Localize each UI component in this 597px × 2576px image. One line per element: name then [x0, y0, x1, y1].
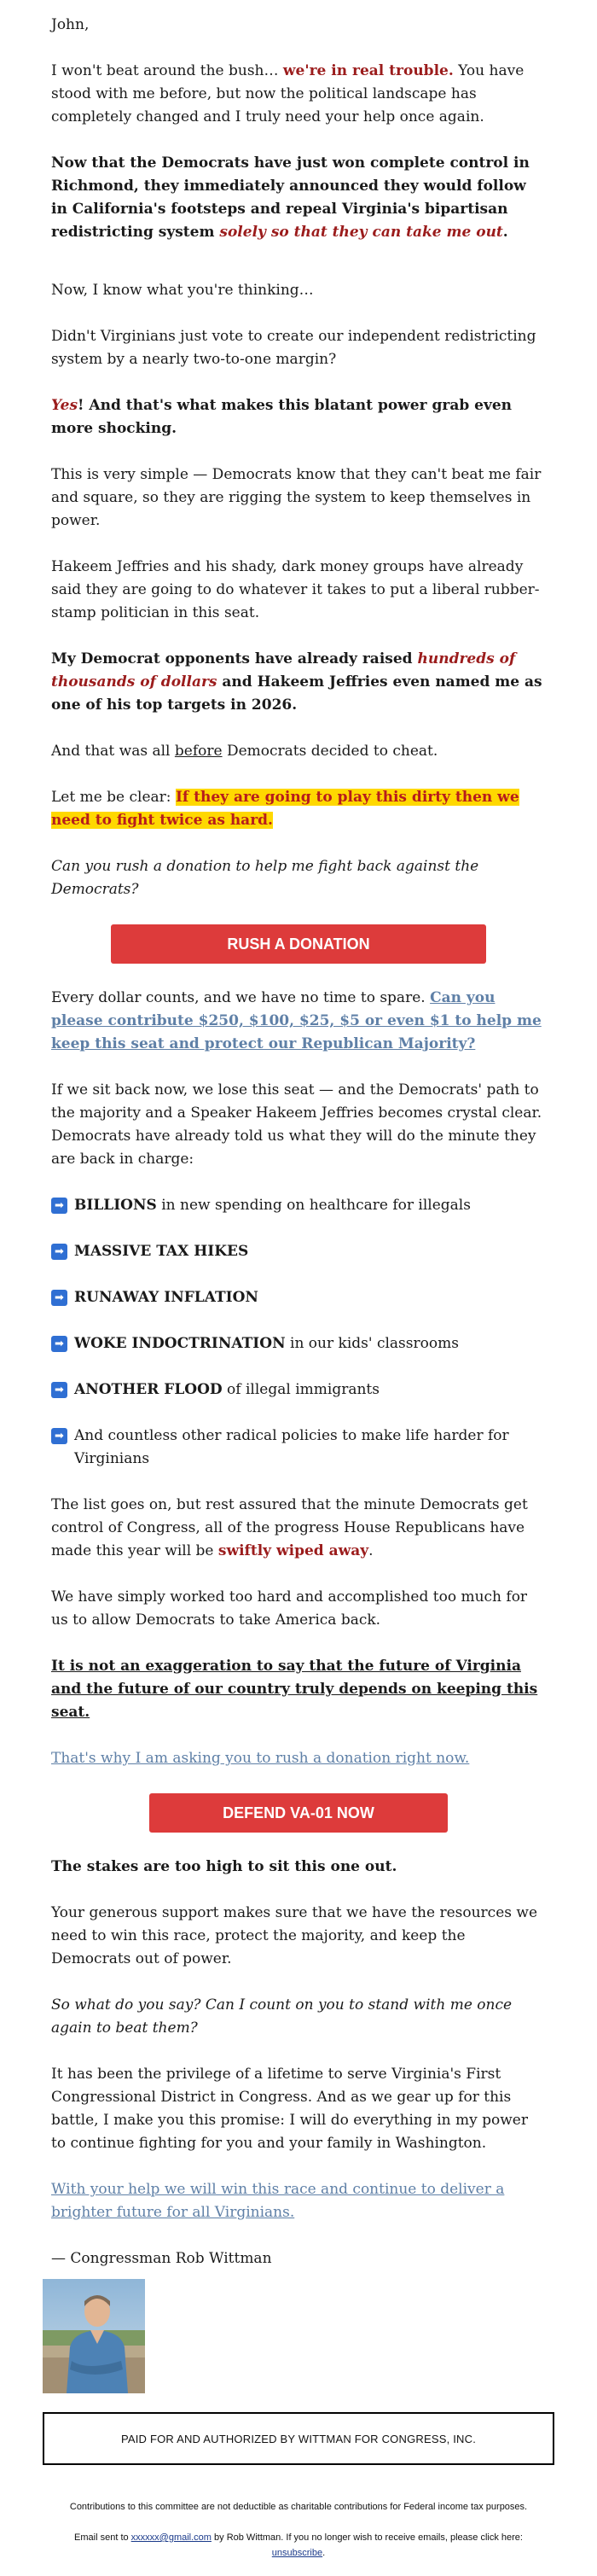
text: You have stood with me before, but now the political landscape has completely changed and I truly need your help once again.	[51, 62, 525, 125]
arrow-right-icon: ➡	[51, 1244, 67, 1260]
emphasis-amount: hundreds of thousands of dollars	[51, 650, 516, 691]
paragraph-intro	[51, 60, 546, 129]
bullet-bold: WOKE INDOCTRINATION	[74, 1335, 286, 1352]
unsubscribe-link[interactable]: unsubscribe	[271, 2548, 323, 2558]
paragraph-stakes: The stakes are too high to sit this one out.	[51, 1858, 397, 1875]
text: The list goes on, but rest assured that the minute Democrats get control of Congress, all of the progress House Republicans have made this year will be	[51, 1496, 528, 1559]
button-row-2	[51, 1793, 546, 1833]
arrow-right-icon: ➡	[51, 1336, 67, 1352]
list-item	[51, 1378, 546, 1402]
text: And that was all	[51, 743, 175, 760]
paragraph-ask: Can you rush a donation to help me fight back against the Democrats?	[51, 858, 479, 898]
paragraph-list-goes-on	[51, 1494, 546, 1563]
paragraph-every-dollar	[51, 987, 546, 1056]
emphasis-trouble: we're in real trouble.	[282, 62, 454, 79]
paragraph-count-on-you: So what do you say? Can I count on you to stand with me once again to beat them?	[51, 1996, 513, 2037]
text: Let me be clear:	[51, 789, 176, 806]
emphasis-take-me-out: solely so that they can take me out	[219, 224, 503, 241]
paragraph-sit-back: If we sit back now, we lose this seat — and the Democrats' path to the majority and a Speaker Hakeem Jeffries becomes crystal clear. Democrats have already told us what they will do the minute they are back in charge:	[51, 1081, 542, 1168]
paragraph-future: It is not an exaggeration to say that the future of Virginia and the future of our country truly depends on keeping this seat.	[51, 1658, 538, 1721]
text: Now that the Democrats have just won complete control in Richmond, they immediately announced they would follow in California's footsteps and repeal Virginia's bipartisan redistricting system	[51, 154, 530, 241]
text: Every dollar counts, and we have no time to spare.	[51, 989, 431, 1006]
list-item	[51, 1286, 546, 1309]
defend-va01-button[interactable]: DEFEND VA-01 NOW	[149, 1793, 448, 1833]
bullet-bold: MASSIVE TAX HIKES	[74, 1243, 249, 1260]
text: by Rob Wittman. If you no longer wish to receive emails, please click here:	[211, 2532, 523, 2543]
highlight-fight: If they are going to play this dirty then we need to fight twice as hard.	[51, 789, 519, 829]
bullet-bold: RUNAWAY INFLATION	[74, 1289, 258, 1306]
salutation: John,	[51, 16, 90, 33]
list-item	[51, 1194, 546, 1217]
text: .	[368, 1542, 374, 1559]
arrow-right-icon: ➡	[51, 1382, 67, 1398]
bullet-text: of illegal immigrants	[222, 1381, 380, 1398]
paragraph-support: Your generous support makes sure that we have the resources we need to win this race, protect the majority, and keep the Democrats out of power.	[51, 1904, 537, 1967]
contribute-link[interactable]: Can you please contribute $250, $100, $25, $5 or even $1 to help me keep this seat and protect our Republican Majority?	[51, 989, 542, 1052]
paragraph-thinking: Now, I know what you're thinking…	[51, 282, 314, 299]
bullet-text: in our kids' classrooms	[285, 1335, 459, 1352]
candidate-photo	[43, 2279, 145, 2393]
rush-donation-button[interactable]: RUSH A DONATION	[111, 924, 486, 964]
text: ! And that's what makes this blatant power grab even more shocking.	[51, 397, 513, 437]
emphasis-before: before	[174, 743, 223, 760]
list-item	[51, 1332, 546, 1355]
paragraph-brighter-future	[51, 2178, 546, 2224]
emphasis-wiped-away: swiftly wiped away	[217, 1542, 369, 1559]
list-item	[51, 1240, 546, 1263]
text: Email sent to	[74, 2532, 131, 2543]
bullet-text: in new spending on healthcare for illegals	[156, 1197, 471, 1214]
recipient-email[interactable]: xxxxxx@gmail.com	[130, 2532, 212, 2543]
text: My Democrat opponents have already raised	[51, 650, 418, 667]
paragraph-opponents	[51, 648, 546, 717]
paid-for-box	[43, 2412, 554, 2465]
paragraph-question: Didn't Virginians just vote to create our independent redistricting system by a nearly two-to-one margin?	[51, 328, 536, 368]
paragraph-clear	[51, 786, 546, 832]
paragraph-simple: This is very simple — Democrats know that they can't beat me fair and square, so they are rigging the system to keep themselves in power.	[51, 466, 542, 529]
emphasis-yes: Yes	[51, 397, 78, 414]
paragraph-jeffries: Hakeem Jeffries and his shady, dark money groups have already said they are going to do whatever it takes to put a liberal rubber-stamp politician in this seat.	[51, 558, 540, 621]
text: .	[502, 224, 508, 241]
bullet-bold: BILLIONS	[74, 1197, 157, 1214]
text: I won't beat around the bush…	[51, 62, 283, 79]
paragraph-before	[51, 740, 546, 763]
arrow-right-icon: ➡	[51, 1428, 67, 1444]
signature: — Congressman Rob Wittman	[51, 2250, 272, 2267]
paragraph-privilege: It has been the privilege of a lifetime to serve Virginia's First Congressional District in Congress. And as we gear up for this battle, I make you this promise: I will do everything in my power to continue fighting for you and your family in Washington.	[51, 2066, 528, 2152]
text: and Hakeem Jeffries even named me as one of his top targets in 2026.	[51, 673, 542, 714]
bullet-list	[51, 1194, 546, 1471]
bullet-bold: ANOTHER FLOOD	[74, 1381, 223, 1398]
list-item	[51, 1425, 546, 1471]
bullet-text: And countless other radical policies to make life harder for Virginians	[74, 1427, 509, 1467]
text: Democrats decided to cheat.	[222, 743, 438, 760]
rush-donation-link[interactable]: That's why I am asking you to rush a donation right now.	[51, 1750, 470, 1767]
paragraph-yes	[51, 394, 546, 440]
paragraph-richmond	[51, 152, 546, 244]
tax-disclaimer: Contributions to this committee are not deductible as charitable contributions for Federal income tax purposes.	[69, 2502, 528, 2512]
arrow-right-icon: ➡	[51, 1290, 67, 1306]
paid-for-text: PAID FOR AND AUTHORIZED BY WITTMAN FOR CONGRESS, INC.	[120, 2432, 477, 2445]
paragraph-worked-hard: We have simply worked too hard and accomplished too much for us to allow Democrats to take America back.	[51, 1588, 528, 1629]
email-footer	[51, 2530, 546, 2561]
text: .	[322, 2548, 326, 2558]
paragraph-rush-link	[51, 1747, 546, 1770]
arrow-right-icon: ➡	[51, 1198, 67, 1214]
button-row-1	[51, 924, 546, 964]
brighter-future-link[interactable]: With your help we will win this race and continue to deliver a brighter future for all Virginians.	[51, 2181, 505, 2221]
